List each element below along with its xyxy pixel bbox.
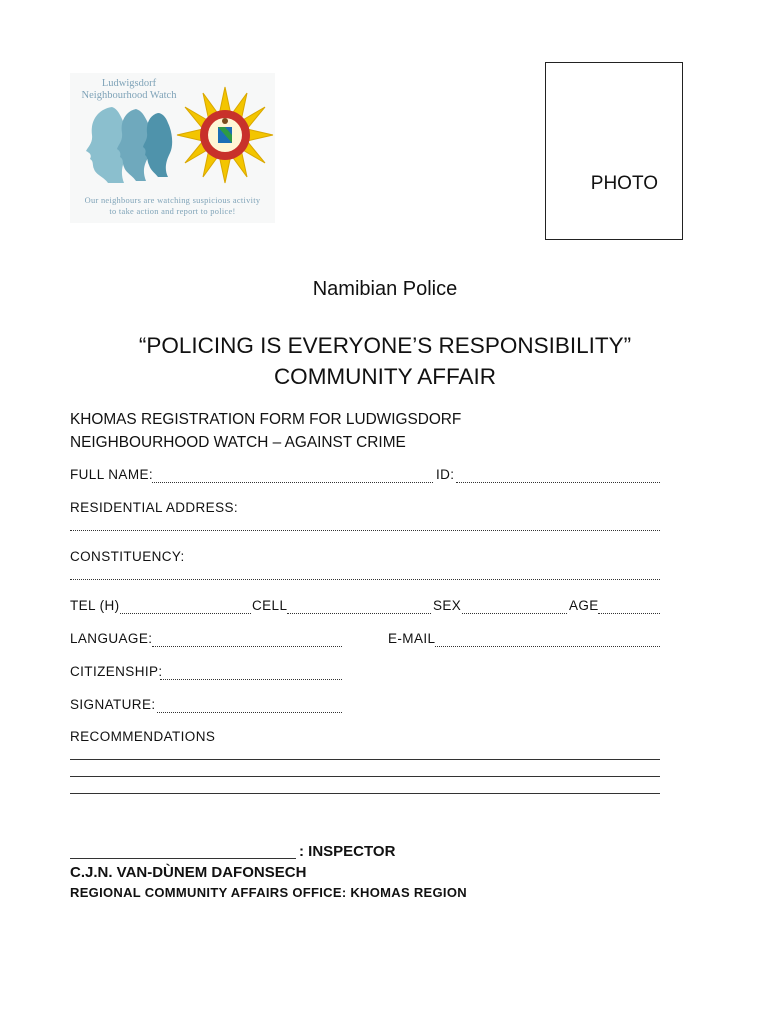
- logo-tagline-line2: to take action and report to police!: [109, 207, 236, 216]
- inspector-signature-line[interactable]: [70, 858, 296, 859]
- sex-label: SEX: [433, 598, 462, 613]
- id-label: ID:: [436, 467, 455, 482]
- slogan: “POLICING IS EVERYONE’S RESPONSIBILITY”: [138, 333, 632, 358]
- id-field[interactable]: [456, 482, 660, 483]
- logo-title-line2: Neighbourhood Watch: [81, 90, 177, 101]
- org-name: Namibian Police: [312, 278, 458, 300]
- cell-field[interactable]: [287, 613, 431, 614]
- residential-address-field[interactable]: [70, 530, 660, 531]
- sex-field[interactable]: [462, 613, 567, 614]
- constituency-field[interactable]: [70, 579, 660, 580]
- age-field[interactable]: [598, 613, 660, 614]
- inspector-name: C.J.N. VAN-DÙNEM DAFONSECH: [70, 864, 307, 881]
- namibian-police-star-badge-icon: [175, 85, 275, 185]
- constituency-label: CONSTITUENCY:: [70, 549, 185, 564]
- form-title: [70, 408, 670, 454]
- residential-address-label: RESIDENTIAL ADDRESS:: [70, 500, 239, 515]
- form-title-line2: NEIGHBOURHOOD WATCH – AGAINST CRIME: [70, 434, 406, 451]
- email-field[interactable]: [435, 646, 660, 647]
- recommendations-line-3[interactable]: [70, 793, 660, 794]
- email-label: E-MAIL: [388, 631, 436, 646]
- tel-home-label: TEL (H): [70, 598, 120, 613]
- cell-label: CELL: [252, 598, 288, 613]
- recommendations-line-2[interactable]: [70, 776, 660, 777]
- logo-title: [70, 78, 188, 102]
- citizenship-field[interactable]: [160, 679, 342, 680]
- subtitle: COMMUNITY AFFAIR: [273, 364, 497, 389]
- office-name: REGIONAL COMMUNITY AFFAIRS OFFICE: KHOMAS REGION: [70, 885, 467, 900]
- logo-tagline-line1: Our neighbours are watching suspicious activity: [84, 196, 261, 205]
- age-label: AGE: [569, 598, 599, 613]
- inspector-role: : INSPECTOR: [299, 843, 396, 860]
- tel-home-field[interactable]: [120, 613, 251, 614]
- recommendations-label: RECOMMENDATIONS: [70, 729, 216, 744]
- watching-faces-icon: [84, 103, 174, 188]
- form-title-line1: KHOMAS REGISTRATION FORM FOR LUDWIGSDORF: [70, 411, 462, 428]
- logo-tagline: [70, 195, 275, 217]
- citizenship-label: CITIZENSHIP:: [70, 664, 163, 679]
- language-label: LANGUAGE:: [70, 631, 153, 646]
- full-name-field[interactable]: [152, 482, 433, 483]
- signature-field[interactable]: [157, 712, 342, 713]
- full-name-label: FULL NAME:: [70, 467, 154, 482]
- signature-label: SIGNATURE:: [70, 697, 156, 712]
- neighbourhood-watch-logo: [70, 73, 275, 223]
- photo-box[interactable]: [545, 62, 683, 240]
- photo-label: PHOTO: [590, 173, 658, 194]
- language-field[interactable]: [152, 646, 342, 647]
- logo-title-line1: Ludwigsdorf: [101, 78, 157, 89]
- recommendations-line-1[interactable]: [70, 759, 660, 760]
